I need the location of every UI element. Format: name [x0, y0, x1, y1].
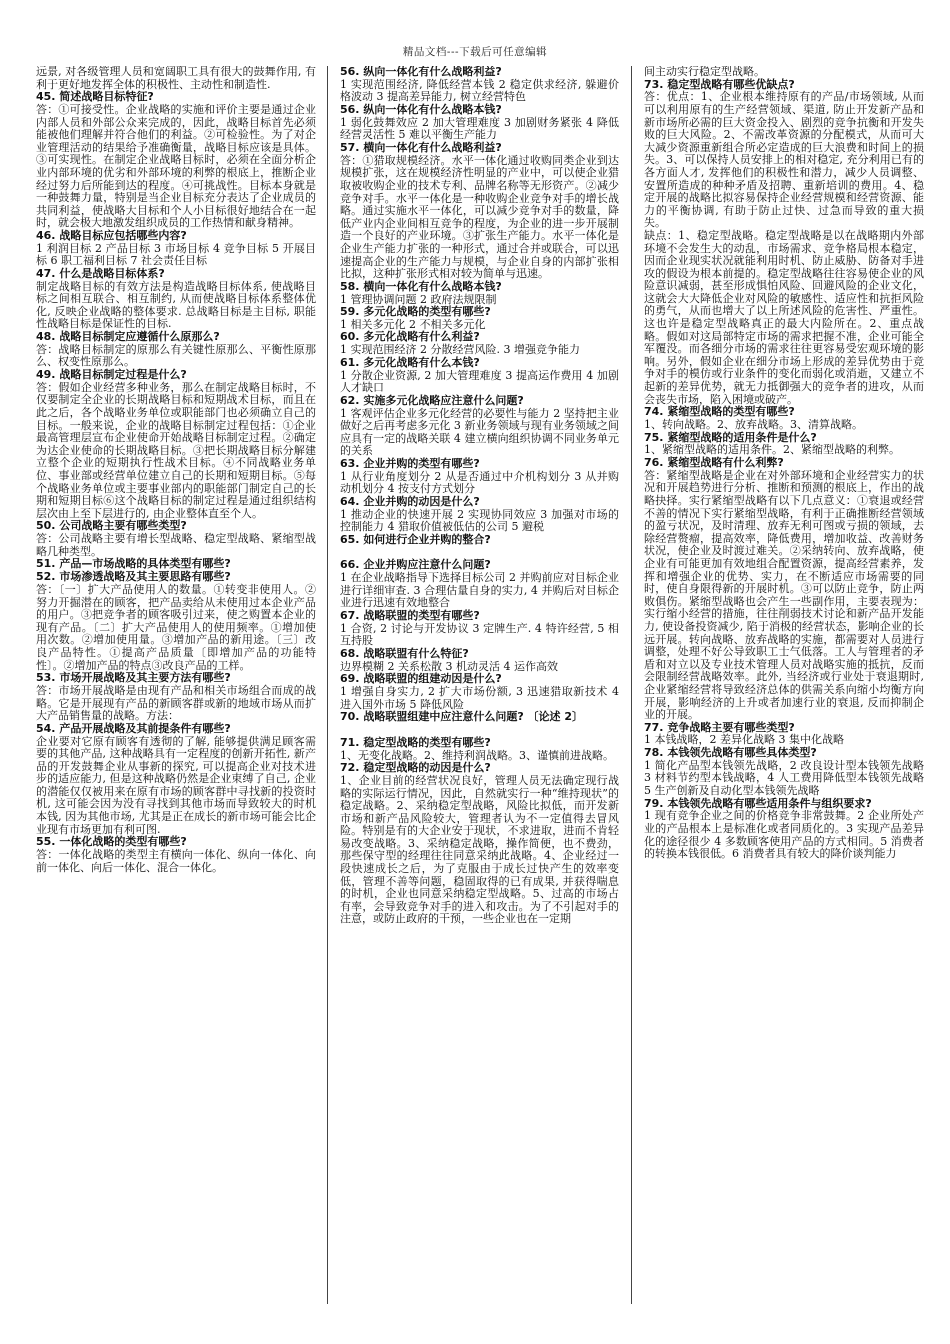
answer-text: 答：优点：1、企业根本维持原有的产品/市场领域, 从而可以利用原有的生产经营领域、渠道, 防止开发新产品和新市场所必需的巨大资金投入、剧烈的竞争抗衡和开发失败的巨大风险。2、不需改革资源的分配模式，从而可大大减少资源重新组合所必定造成的巨大浪费和时间上的损失。3、可以保持人员安排上的相对稳定, 充分利用已有的各方面人才, 发挥他们的积极性和潜力，减少人员调整、安置所造成的种种矛盾及招聘、重新培训的费用。4、稳定开展的战略比拟容易保持企业经营规模和经营资源、能力的平衡协调, 有助于防止过快、过急而导致的重大损失。	[644, 90, 924, 230]
question-heading: 56. 纵向一体化有什么战略利益?	[340, 66, 502, 78]
qa-block	[340, 559, 619, 610]
question-heading: 70. 战略联盟组建中应注意什么问题? 〔论述 2〕	[340, 710, 584, 724]
question-heading: 48. 战略目标制定应遵循什么原那么?	[36, 330, 220, 344]
column-divider	[327, 66, 328, 1304]
answer-text: 远景, 对各级管理人员和宽阔职工具有很大的鼓舞作用, 有利于更好地发挥全体的积极性、主动性和制造性.	[36, 66, 316, 91]
answer-text: 1 从行业角度划分 2 从是否通过中介机构划分 3 从并购动机划分 4 按支付方式划分	[340, 469, 619, 496]
text-column-2	[340, 66, 619, 1304]
qa-block	[36, 672, 316, 723]
qa-block	[36, 230, 316, 268]
answer-text: 答：一体化战略的类型主有横向一体化、纵向一体化、向前一体化、向后一体化、混合一体化。	[36, 848, 316, 874]
qa-block	[36, 836, 316, 874]
question-heading: 61. 多元化战略有什么本钱?	[340, 355, 480, 369]
question-heading: 53. 市场开展战略及其主要方法有哪些?	[36, 671, 231, 685]
page-header: 精品文档---下载后可任意编辑	[402, 46, 548, 58]
question-heading: 57. 横向一体化有什么战略利益?	[340, 140, 502, 154]
question-heading: 58. 横向一体化有什么战略本钱?	[340, 279, 502, 293]
answer-text: 1 推动企业的快速开展 2 实现协同效应 3 加强对市场的控制能力 4 猎取价值被低估的公司 5 避税	[340, 507, 619, 534]
answer-text: 间主动实行稳定型战略。	[644, 66, 765, 78]
text-column-1	[36, 66, 316, 1304]
answer-text: 答：公司战略主要有增长型战略、稳定型战略、紧缩型战略几种类型。	[36, 532, 316, 558]
qa-block	[340, 737, 619, 762]
answer-text: 边界模糊 2 关系松散 3 机动灵活 4 运作高效	[340, 659, 558, 673]
qa-block	[340, 496, 619, 534]
qa-block	[340, 711, 619, 724]
answer-text: 1、企业目前的经营状况良好，管理人员无法确定现行战略的实际运行情况，因此，自然就实行一种“维持现状”的稳定战略。2、采纳稳定型战略，风险比拟低，而开发新市场和新产品风险较大，管理者认为不一定值得去冒风险。特别是有的大企业安于现状，不求进取，进而不肯轻易改变战略。3、采纳稳定战略，操作简便，也不费劲，那些保守型的经理往往同意采纳此战略。4、企业经过一段快速成长之后，为了克服由于成长过快产生的效率变低，管理不善等问题，稳固取得的已有成果, 并获得喘息的时机，企业也同意采纳稳定型战略。5、过高的市场占有率，会导致竞争对手的进入和攻击。为了不引起对手的注意，或防止政府的干预，一些企业也在一定期	[340, 773, 619, 926]
answer-text: 1 实现范围经济, 降低经营本钱 2 稳定供求经济, 躲避价格波动 3 提高差异能力, 树立经营特色	[340, 77, 619, 104]
qa-block	[644, 722, 924, 747]
qa-block	[36, 369, 316, 520]
question-heading: 67. 战略联盟的类型有哪些?	[340, 608, 480, 622]
question-heading: 79. 本钱领先战略有哪些适用条件与组织要求?	[644, 796, 872, 810]
qa-block	[644, 798, 924, 861]
question-heading: 72. 稳定型战略的动因是什么?	[340, 761, 491, 775]
qa-block	[340, 306, 619, 331]
answer-text: 1 本钱战略，2 差异化战略 3 集中化战略	[644, 733, 844, 747]
answer-text: 制定战略目标的有效方法是构造战略目标体系, 使战略目标之间相互联合、相互制约, 从而使战略目标体系整体优化, 反映企业战略的整体要求. 总战略目标是主目标, 职能性战略目标是保证性的目标.	[36, 279, 316, 331]
qa-block	[340, 762, 619, 926]
question-heading: 63. 企业并购的类型有哪些?	[340, 457, 480, 471]
question-heading: 55. 一体化战略的类型有哪些?	[36, 835, 187, 849]
qa-block	[36, 723, 316, 837]
answer-text: 企业要对它原有顾客有透彻的了解, 能够提供满足顾客需要的其他产品, 这种战略具有一定程度的创新开拓性, 新产品的开发鼓舞企业从事新的探究, 可以提高企业对技术进步的适应能力, 但是这种战略仍然是企业束缚了自己, 企业的潜能仅仅被用来在原有市场的顾客群中寻找新的投资时机, 这可能会因为没有寻找到其他市场而导致较大的时机本钱, 因为其他市场, 尤其是正在成长的新市场可能会比企业现有市场更加有利可图.	[36, 734, 316, 836]
answer-text: 答：假如企业经营多种业务，那么在制定战略目标时，不仅要制定全企业的长期战略目标和短期战术目标，而且在此之后，各个战略业务单位或职能部门也必须确立自己的目标。一般来说，企业的战略目标制定过程包括：①企业最高管理层宣布企业使命开始战略目标制定过程。②确定为达企业使命的长期战略目标。③把长期战略目标分解建立整个企业的短期执行性战术目标。④不同战略业务单位、事业部或经营单位建立自己的长期和短期目标。⑤每个战略业务单位或主要事业部内的职能部门制定自己的长期和短期目标⑥这个战略目标的制定过程是通过组织结构层次由上至下层进行的, 由企业整体直至个人。	[36, 380, 316, 520]
answer-text: 1 在企业战略指导下选择目标公司 2 并购前应对目标企业进行详细审查. 3 合理估量自身的实力, 4 并购后对目标企业进行迅速有效地整合	[340, 571, 619, 610]
question-heading: 46. 战略目标应包括哪些内容?	[36, 228, 187, 242]
question-heading: 77. 竞争战略主要有哪些类型?	[644, 720, 795, 734]
qa-block	[644, 747, 924, 798]
answer-text: 1 实现范围经济 2 分散经营风险. 3 增强竞争能力	[340, 343, 580, 357]
answer-text: 1 相关多元化 2 不相关多元化	[340, 317, 486, 331]
question-heading: 50. 公司战略主要有哪些类型?	[36, 519, 187, 533]
qa-block	[340, 331, 619, 356]
answer-text: 答：紧缩型战略是企业在对外部环境和企业经营实力的状况和开展趋势进行分析、推断和预测的根底上，作出的战略抉择。实行紧缩型战略有以下几点意义：①衰退或经营不善的情况下实行紧缩型战略，有利于正确推断经营领域的盈亏状况，及时清理、放弃无利可图或亏损的领域，去除经营赘瘤，提高效率，降低费用，增加收益、改善财务状况，使企业及时渡过难关。②采纳转向、放弃战略，使企业有可能更加有效地组合配置资源，提高经营素养，发挥和增强企业的优势、实力，在不断适应市场需要的同时，使自身限得新的开展时机。③可以防止竞争，防止两败俱伤。紧缩型战略也会产生一些副作用，主要表现为：实行缩小经营的措施，往往削弱技术讨论和新产品开发能力, 使设备投资减少, 陷于消极的经营状态，影响企业的长远开展。转向战略、放弃战略的实施，都需要对人员进行调整，处理不好公导致职工士气低落。工人与管理者的矛盾和对立以及专业技术管理人员对战略实施的抵抗，反而会限制经营战略效率。此外, 当经济或行业处于衰退期时, 企业紧缩经营将导致经济总体的供需关系向缩小均衡方向开展，影响经济的上升或者加速行业的衰退, 反而抑制企业的开展。	[644, 468, 924, 722]
question-heading: 66. 企业并购应注意什么问题?	[340, 558, 491, 572]
qa-block	[340, 66, 619, 104]
answer-text: 1、转向战略。2、放弃战略。3、清算战略。	[644, 418, 863, 432]
question-heading: 73. 稳定型战略有哪些优缺点?	[644, 77, 795, 91]
question-heading: 59. 多元化战略的类型有哪些?	[340, 305, 491, 319]
question-heading: 74. 紧缩型战略的类型有哪些?	[644, 405, 795, 419]
question-heading: 56. 纵向一体化有什么战略本钱?	[340, 102, 502, 116]
answer-text: 1、紧缩型战略的适用条件。2、紧缩型战略的利弊。	[644, 443, 900, 457]
qa-block	[644, 457, 924, 722]
qa-block	[340, 395, 619, 458]
question-heading: 68. 战略联盟有什么特征?	[340, 646, 469, 660]
question-heading: 71. 稳定型战略的类型有哪些?	[340, 735, 491, 749]
answer-text: 1 简化产品型本钱领先战略，2 改良设计型本钱领先战略 3 材料节约型本钱战略，4 人工费用降低型本钱领先战略 5 生产创新及自动化型本钱领先战略	[644, 758, 924, 798]
answer-text: 1 增强自身实力, 2 扩大市场份额, 3 迅速猎取新技术 4 进入国外市场 5 降低风险	[340, 685, 619, 711]
question-heading: 75. 紧缩型战略的适用条件是什么?	[644, 430, 817, 444]
answer-text: 1 客观评估企业多元化经营的必要性与能力 2 坚持把主业做好之后再考虑多元化 3 新业务领域与现有业务领域之间应具有一定的战略关联 4 建立横向组织协调不同业务单元的关系	[340, 406, 619, 458]
qa-block	[340, 648, 619, 673]
answer-text: 1 管理协调问题 2 政府法规限制	[340, 292, 497, 306]
qa-block	[340, 357, 619, 395]
qa-block	[36, 66, 316, 91]
question-heading: 69. 战略联盟的组建动因是什么?	[340, 672, 502, 686]
qa-block	[644, 79, 924, 407]
answer-text: 1 现有竞争企业之间的价格竞争非常鼓舞。2 企业所处产业的产品根本上是标准化或者同质化的。3 实现产品差异化的途径很少 4 多数顾客使用产品的方式相同。5 消费者的转换本钱很低。6 消费者具有较大的降价谈判能力	[644, 809, 924, 861]
question-heading: 65. 如何进行企业并购的整合?	[340, 533, 491, 546]
qa-block	[36, 91, 316, 230]
qa-block	[340, 458, 619, 496]
question-heading: 49. 战略目标制定过程是什么?	[36, 368, 187, 382]
qa-block	[36, 520, 316, 558]
qa-block	[644, 66, 924, 79]
answer-text: 答：〔一〕扩大产品使用人的数量。①转变非使用人。②努力开掘潜在的顾客，把产品卖给从未使用过本企业产品的用户。③把竞争者的顾客吸引过来，使之购置本企业的现有产品。〔二〕扩大产品使用人的使用频率。①增加使用次数。②增加使用量。③增加产品的新用途。〔三〕改良产品特性。①提高产品质量〔即增加产品的功能特性〕。②增加产品的特点③改良产品的工样。	[36, 582, 316, 672]
answer-text: 缺点：1、稳定型战略。稳定型战略是以在战略期内外部环境不会发生大的动乱，市场需求、竞争格局根本稳定，因而企业现实状况就能利用时机、防止威胁、防备对手进攻的假设为根本前提的。稳定型战略往往容易使企业的风险意识减弱，甚至形成惧怕风险、回避风险的企业文化，这就会大大降低企业对风险的敏感性、适应性和抗拒风险的勇气，从而也增大了以上所述风险的危害性、严重性。这也许是稳定型战略真正的最大内险所在。2、重点战略。假如对这局部特定市场的需求把握不准，企业可能全军覆没。而各细分市场的需求往往更容易受宏观环境的影响。另外，假如企业在细分市场上形成的差异优势由于竞争对手的模仿或行业条件的变化而弱化或消逝，又建立不起新的差异优势，就无力抵御强大的竞争者的进攻，从而会丧失市场，陷入困境或破产。	[644, 228, 924, 406]
qa-block	[340, 281, 619, 306]
qa-block	[36, 331, 316, 369]
question-heading: 52. 市场渗透战略及其主要思路有哪些?	[36, 570, 231, 584]
question-heading: 76. 紧缩型战略有什么利弊?	[644, 456, 784, 470]
answer-text: 答：①可接受性。企业战略的实施和评价主要是通过企业内部人员和外部公众来完成的，因此，战略目标首先必须能被他们理解并符合他们的利益。②可检验性。为了对企业管理活动的结果给予准确衡量，战略目标应该是具体。③可实现性。在制定企业战略目标时，必须在全面分析企业内部环境的优劣和外部环境的利弊的根底上，推断企业经过努力后所能到达的程度。④可挑战性。目标本身就是一种鼓舞力量，特别是当企业目标充分表达了企业成员的共同利益，使战略大目标和个人小目标很好地结合在一起时，就会极大地激发组织成员的工作热情和献身精神。	[36, 102, 316, 230]
answer-text: 1 利润目标 2 产品目标 3 市场目标 4 竞争目标 5 开展目标 6 职工福利目标 7 社会责任目标	[36, 241, 316, 268]
qa-block	[340, 104, 619, 142]
qa-block	[644, 406, 924, 431]
question-heading: 54. 产品开展战略及其前提条件有哪些?	[36, 721, 231, 735]
question-heading: 47. 什么是战略目标体系?	[36, 266, 165, 280]
blank-line	[340, 724, 619, 737]
answer-text: 答：市场开展战略是由现有产品和相关市场组合而成的战略。它是开展现有产品的新顾客群或新的地域市场从而扩大产品销售量的战略。方法：	[36, 683, 316, 723]
qa-block	[340, 142, 619, 281]
answer-text: 1 弱化鼓舞效应 2 加大管理难度 3 加剧财务紧张 4 降低经营灵活性 5 难以平衡生产能力	[340, 115, 619, 142]
qa-block	[36, 571, 316, 672]
qa-block	[340, 610, 619, 648]
answer-text: 1、无变化战略。2、维持利润战略。3、谨慎前进战略。	[340, 748, 614, 762]
question-heading: 62. 实施多元化战略应注意什么问题?	[340, 393, 524, 407]
column-divider	[631, 66, 632, 1304]
answer-text: 答：战略目标制定的原那么有关键性原那么、平衡性原那么、权变性原那么。	[36, 342, 316, 369]
question-heading: 45. 简述战略目标特征?	[36, 90, 154, 104]
qa-block	[340, 534, 619, 547]
qa-block	[340, 673, 619, 711]
answer-text: 1 合资, 2 讨论与开发协议 3 定牌生产. 4 特许经营, 5 相互持股	[340, 621, 619, 648]
answer-text: 1 分散企业资源, 2 加大管理难度 3 提高运作费用 4 加剧人才缺口	[340, 368, 619, 395]
question-heading: 78. 本钱领先战略有哪些具体类型?	[644, 746, 817, 760]
question-heading: 60. 多元化战略有什么利益?	[340, 330, 480, 344]
qa-block	[36, 268, 316, 331]
answer-text: 答：①猎取规模经济。水平一体化通过收购同类企业到达规模扩张，这在规模经济性明显的产业中，可以使企业猎取被收购企业的技术专利、品牌名称等无形资产。②减少竞争对手。水平一体化是一种收购企业竞争对手的增长战略。通过实施水平一体化，可以减少竞争对手的数量，降低产业内企业间相互竞争的程度，为企业的进一步开展制造一个良好的产业环境。③扩张生产能力。水平一体化是企业生产能力扩张的一种形式，通过合并或联合，可以迅速提高企业的生产能力与规模，与企业自身的内部扩张相比拟，这种扩张形式相对较为简单与迅速。	[340, 153, 619, 281]
question-heading: 64. 企业并购的动因是什么?	[340, 495, 480, 509]
text-column-3	[644, 66, 924, 1304]
qa-block	[644, 432, 924, 457]
question-heading: 51. 产品—市场战略的具体类型有哪些?	[36, 557, 231, 571]
